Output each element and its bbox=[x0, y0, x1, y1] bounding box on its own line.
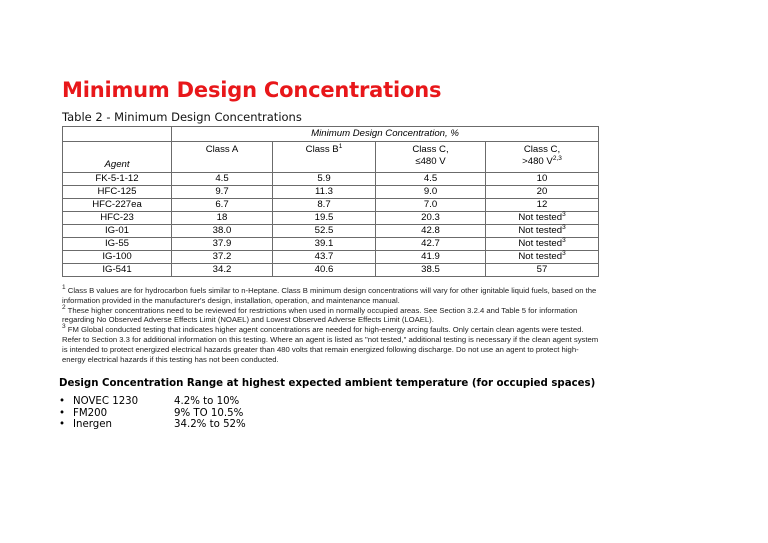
class-a-cell: 18 bbox=[172, 212, 273, 225]
cell-value: Not tested bbox=[518, 251, 563, 262]
footnote bbox=[62, 303, 602, 326]
class-c-low-cell: 9.0 bbox=[376, 186, 486, 199]
col-header-line1: Class B bbox=[305, 144, 339, 155]
concentration-table bbox=[62, 126, 599, 277]
class-b-cell: 19.5 bbox=[273, 212, 376, 225]
agent-cell: FK-5-1-12 bbox=[63, 173, 172, 186]
agent-cell: IG-100 bbox=[63, 251, 172, 264]
agent-cell: IG-541 bbox=[63, 264, 172, 277]
range-value: 9% TO 10.5% bbox=[174, 407, 244, 419]
col-header-class-c-low bbox=[376, 142, 486, 173]
table-row bbox=[63, 186, 599, 199]
cell-value: 10 bbox=[536, 173, 548, 184]
class-c-low-cell: 7.0 bbox=[376, 199, 486, 212]
class-b-cell: 40.6 bbox=[273, 264, 376, 277]
class-a-cell: 4.5 bbox=[172, 173, 273, 186]
col-header-line1: Class C, bbox=[412, 144, 449, 155]
cell-value: Not tested bbox=[518, 225, 563, 236]
class-a-cell: 38.0 bbox=[172, 225, 273, 238]
class-b-cell: 43.7 bbox=[273, 251, 376, 264]
agent-cell: HFC-125 bbox=[63, 186, 172, 199]
class-c-low-cell: 42.7 bbox=[376, 238, 486, 251]
range-list bbox=[59, 396, 246, 431]
page-title: Minimum Design Concentrations bbox=[62, 78, 442, 102]
table-row bbox=[63, 173, 599, 186]
table-caption: Table 2 - Minimum Design Concentrations bbox=[62, 110, 302, 124]
class-c-high-cell bbox=[486, 225, 599, 238]
agent-header: Agent bbox=[63, 142, 172, 173]
agent-cell: HFC-23 bbox=[63, 212, 172, 225]
footnote-ref: 3 bbox=[562, 237, 566, 244]
class-b-cell: 52.5 bbox=[273, 225, 376, 238]
footnote-ref: 3 bbox=[562, 211, 566, 218]
col-header-line2: ≤480 V bbox=[415, 156, 446, 167]
agent-cell: IG-01 bbox=[63, 225, 172, 238]
bullet-icon: • bbox=[59, 396, 66, 407]
agent-cell: HFC-227ea bbox=[63, 199, 172, 212]
cell-value: 12 bbox=[536, 199, 548, 210]
bullet-icon: • bbox=[59, 407, 66, 419]
cell-value: Not tested bbox=[518, 238, 563, 249]
col-header-class-c-high bbox=[486, 142, 599, 173]
range-value: 34.2% to 52% bbox=[174, 419, 246, 430]
blank-header-cell bbox=[63, 127, 172, 142]
bullet-icon: • bbox=[59, 419, 66, 430]
cell-value: 20 bbox=[536, 186, 548, 197]
class-b-cell: 5.9 bbox=[273, 173, 376, 186]
class-c-low-cell: 38.5 bbox=[376, 264, 486, 277]
list-item bbox=[59, 396, 246, 408]
class-c-high-cell bbox=[486, 173, 599, 186]
class-c-high-cell bbox=[486, 238, 599, 251]
col-header-line1: Class C, bbox=[523, 144, 561, 155]
col-header-class-b bbox=[273, 142, 376, 173]
class-a-cell: 9.7 bbox=[172, 186, 273, 199]
class-a-cell: 34.2 bbox=[172, 264, 273, 277]
agent-cell: IG-55 bbox=[63, 238, 172, 251]
table-row bbox=[63, 251, 599, 264]
range-agent: FM200 bbox=[73, 407, 108, 419]
footnote-ref: 1 bbox=[338, 143, 343, 150]
class-a-cell: 6.7 bbox=[172, 199, 273, 212]
class-c-low-cell: 41.9 bbox=[376, 251, 486, 264]
footnote-text: Class B values are for hydrocarbon fuels similar to n-Heptane. Class B minimum design concentrations will vary for other ignitable liquid fuels, based on the information provided in the manufacturer's design, installation, operation, and maintenance manual. bbox=[62, 286, 597, 305]
list-item bbox=[59, 419, 246, 431]
class-c-high-cell bbox=[486, 199, 599, 212]
col-header-class-a bbox=[172, 142, 273, 173]
footnote-number: 1 bbox=[62, 284, 66, 291]
cell-value: Not tested bbox=[518, 212, 563, 223]
footnote-text: FM Global conducted testing that indicates higher agent concentrations are needed for high-energy arcing faults. Only certain clean agents were tested. Refer to Section 3.3 for additional information on this testing. Where an agent is listed as "not tested," additional testing is necessary if the clean agent system is intended to protect energized electrical hazards greater than 480 volts that remain energized following discharge. Do not use an agent to protect high-energy electrical hazards if this testing has not been conducted. bbox=[62, 325, 599, 364]
range-heading: Design Concentration Range at highest expected ambient temperature (for occupied spaces) bbox=[59, 378, 596, 389]
footnote bbox=[62, 325, 602, 364]
class-c-low-cell: 42.8 bbox=[376, 225, 486, 238]
table-footnotes bbox=[62, 286, 602, 364]
cell-value: 57 bbox=[536, 264, 548, 275]
table-row bbox=[63, 264, 599, 277]
class-c-low-cell: 20.3 bbox=[376, 212, 486, 225]
footnote-ref: 3 bbox=[562, 250, 566, 257]
col-header-line2: >480 V bbox=[522, 156, 553, 167]
class-c-high-cell bbox=[486, 264, 599, 277]
footnote bbox=[62, 286, 602, 306]
table-row bbox=[63, 199, 599, 212]
footnote-ref: 3 bbox=[562, 224, 566, 231]
footnote-text: These higher concentrations need to be reviewed for restrictions when used in normally occupied areas. See Section 3.2.4 and Table 5 for information regarding No Observed Adverse Effects Limit (NOAEL) and Lowest Observed Adverse Effects Limit (LOAEL). bbox=[62, 305, 578, 325]
class-b-cell: 8.7 bbox=[273, 199, 376, 212]
table-row bbox=[63, 212, 599, 225]
footnote-number: 2 bbox=[62, 303, 66, 311]
class-a-cell: 37.2 bbox=[172, 251, 273, 264]
range-agent: Inergen bbox=[73, 419, 112, 430]
concentration-table-container bbox=[62, 126, 598, 277]
footnote-number: 3 bbox=[62, 323, 66, 331]
class-c-high-cell bbox=[486, 212, 599, 225]
class-c-high-cell bbox=[486, 186, 599, 199]
range-value: 4.2% to 10% bbox=[174, 396, 240, 407]
class-c-low-cell: 4.5 bbox=[376, 173, 486, 186]
class-b-cell: 39.1 bbox=[273, 238, 376, 251]
range-agent: NOVEC 1230 bbox=[73, 396, 139, 407]
class-a-cell: 37.9 bbox=[172, 238, 273, 251]
col-header-line1: Class A bbox=[205, 144, 239, 155]
class-c-high-cell bbox=[486, 251, 599, 264]
table-row bbox=[63, 225, 599, 238]
span-header: Minimum Design Concentration, % bbox=[172, 127, 599, 142]
table-row bbox=[63, 238, 599, 251]
footnote-ref: 2,3 bbox=[552, 155, 562, 162]
class-b-cell: 11.3 bbox=[273, 186, 376, 199]
list-item bbox=[59, 408, 246, 420]
